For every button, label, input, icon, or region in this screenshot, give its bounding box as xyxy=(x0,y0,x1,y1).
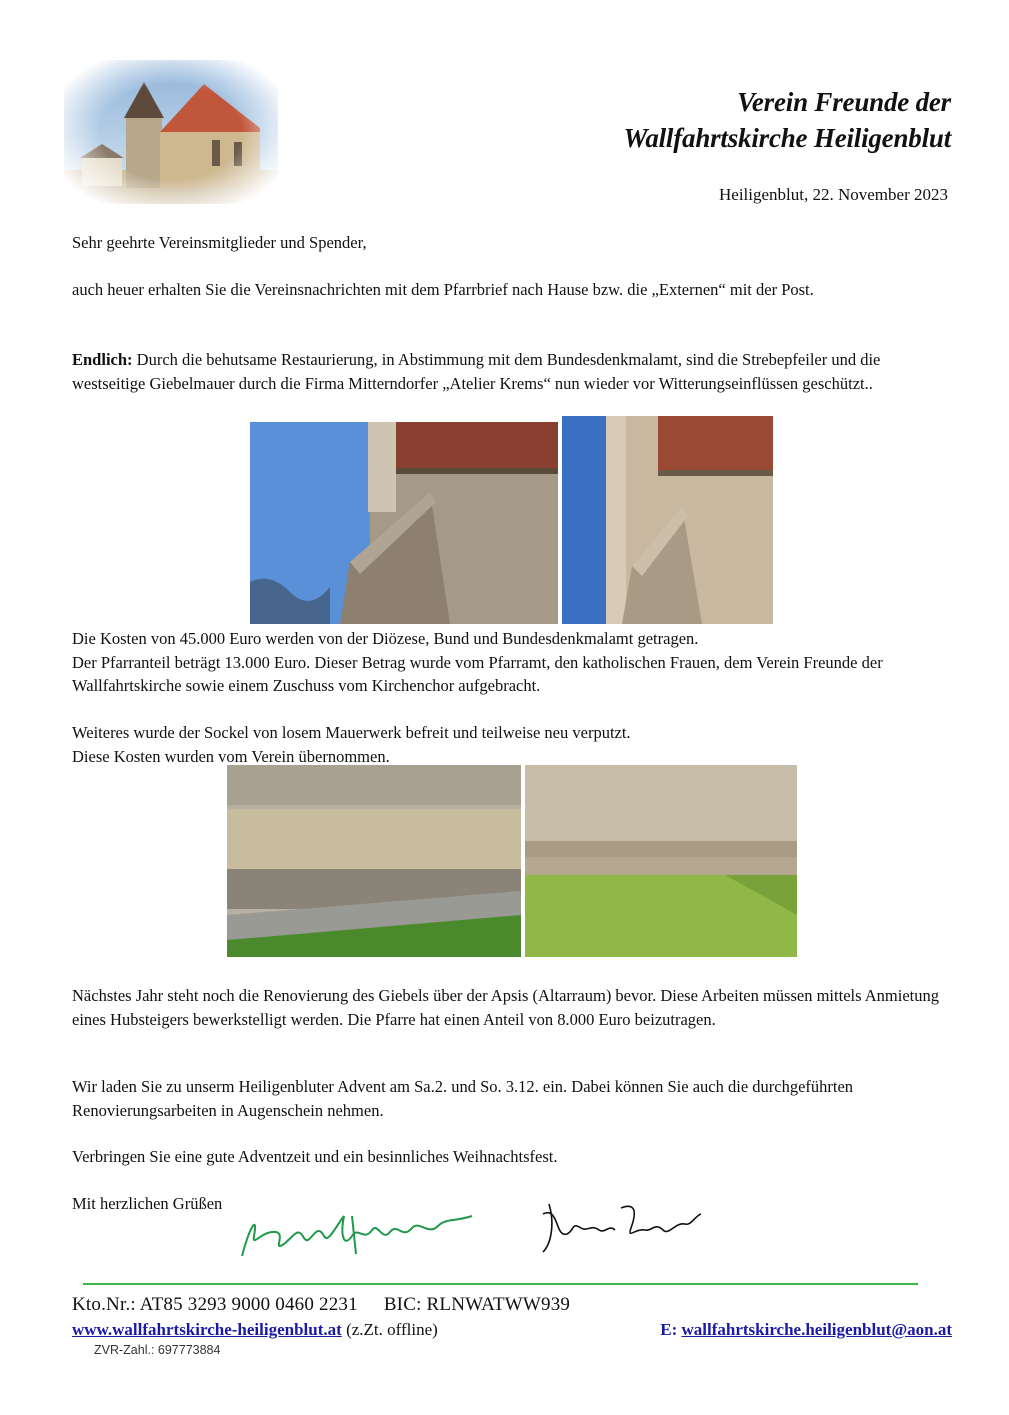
church-logo xyxy=(64,60,278,204)
salutation: Sehr geehrte Vereinsmitglieder und Spender, xyxy=(72,233,367,252)
contact-row xyxy=(72,1320,952,1340)
bic-code: BIC: RLNWATWW939 xyxy=(383,1294,571,1315)
paragraph-lead: Endlich: xyxy=(72,350,133,369)
base-line1: Weiteres wurde der Sockel von losem Mauerwerk befreit und teilweise neu verputzt. xyxy=(72,723,631,742)
paragraph-advent-invite: Wir laden Sie zu unserm Heiligenbluter Advent am Sa.2. und So. 3.12. ein. Dabei können Sie auch die durchgeführten Renovierungsarbeiten in Augenschein nehmen. xyxy=(72,1077,854,1120)
website-note: (z.Zt. offline) xyxy=(341,1320,438,1339)
email-link[interactable]: wallfahrtskirche.heiligenblut@aon.at xyxy=(681,1320,952,1339)
costs-line2: Der Pfarranteil beträgt 13.000 Euro. Dieser Betrag wurde vom Pfarramt, den katholischen Frauen, dem Verein Freunde der Wallfahrtskirche sowie einem Zuschuss vom Kirchenchor aufgebracht. xyxy=(72,652,883,695)
church-photo-logo-icon xyxy=(64,60,278,204)
paragraph-intro: auch heuer erhalten Sie die Vereinsnachrichten mit dem Pfarrbrief nach Hause bzw. die „Externen“ mit der Post. xyxy=(72,280,814,299)
bank-details xyxy=(72,1294,570,1316)
photo-buttress-after xyxy=(562,416,773,624)
paragraph-restoration-text: Durch die behutsame Restaurierung, in Abstimmung mit dem Bundesdenkmalamt, sind die Strebepfeiler und die westseitige Giebelmauer durch die Firma Mitterndorfer „Atelier Krems“ nun wieder vor Witterungseinflüssen geschützt.. xyxy=(72,350,881,393)
paragraph-costs xyxy=(72,627,952,698)
costs-line1: Die Kosten von 45.000 Euro werden von der Diözese, Bund und Bundesdenkmalamt getragen. xyxy=(72,629,699,648)
email-block xyxy=(660,1320,952,1340)
base-line2: Diese Kosten wurden vom Verein übernommen. xyxy=(72,746,390,766)
website-link[interactable]: www.wallfahrtskirche-heiligenblut.at xyxy=(72,1320,342,1339)
organization-title xyxy=(624,84,951,156)
signature-black-icon xyxy=(535,1194,705,1260)
paragraph-wishes: Verbringen Sie eine gute Adventzeit und ein besinnliches Weihnachtsfest. xyxy=(72,1147,558,1166)
letter-date: Heiligenblut, 22. November 2023 xyxy=(719,185,948,204)
paragraph-next-year: Nächstes Jahr steht noch die Renovierung des Giebels über der Apsis (Altarraum) bevor. Diese Arbeiten müssen mittels Anmietung eines Hubsteigers bewerkstelligt werden. Die Pfarre hat einen Anteil von 8.000 Euro beizutragen. xyxy=(72,986,939,1029)
signature-green-icon xyxy=(232,1196,482,1268)
closing: Mit herzlichen Grüßen xyxy=(72,1194,223,1213)
photo-base-after xyxy=(525,765,797,957)
photo-base-before xyxy=(227,765,521,957)
paragraph-base xyxy=(72,721,952,768)
org-title-line1: Verein Freunde der xyxy=(737,87,951,117)
signature-black xyxy=(535,1194,705,1260)
zvr-number: ZVR-Zahl.: 697773884 xyxy=(94,1343,221,1357)
signature-green xyxy=(232,1196,482,1268)
email-label: E: xyxy=(660,1320,682,1339)
paragraph-restoration xyxy=(72,348,952,395)
footer-divider xyxy=(83,1283,918,1285)
account-number: Kto.Nr.: AT85 3293 9000 0460 2231 xyxy=(72,1294,358,1315)
org-title-line2: Wallfahrtskirche Heiligenblut xyxy=(623,123,951,153)
photo-buttress-before xyxy=(250,422,558,624)
